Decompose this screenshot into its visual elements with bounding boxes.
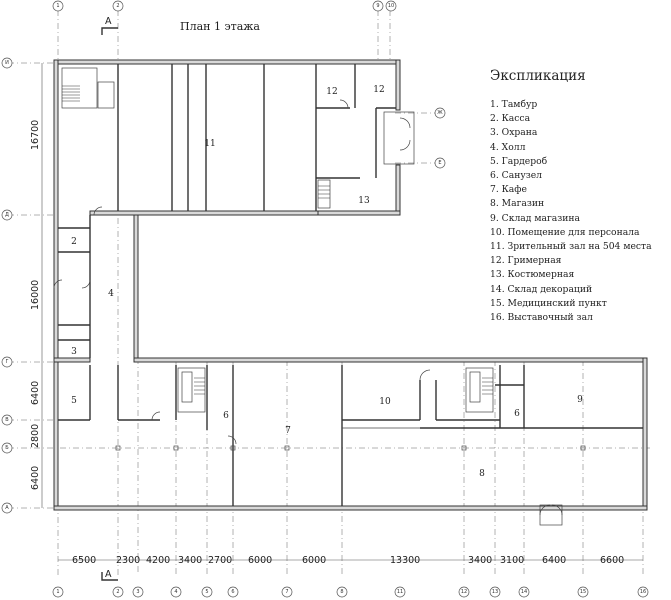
axis-bubbles-bottom xyxy=(53,587,648,597)
dimension-label: 2700 xyxy=(208,555,233,566)
dimension-label: 6400 xyxy=(30,380,41,405)
legend-item: 2. Касса xyxy=(490,113,531,125)
axis-bubbles-left xyxy=(2,58,12,513)
axis-bubble-label: 7 xyxy=(285,589,289,595)
dimension-label: 4200 xyxy=(146,555,171,566)
room-number: 10 xyxy=(379,397,391,407)
section-mark-bottom xyxy=(102,569,118,580)
legend-list xyxy=(490,98,652,325)
dimension-label: 3400 xyxy=(178,555,203,566)
dimensions-vertical xyxy=(30,120,41,490)
staircase-right xyxy=(466,368,493,412)
axis-bubble-label: А xyxy=(5,505,9,511)
dimension-label: 6400 xyxy=(30,465,41,490)
axis-bubbles-right xyxy=(435,108,445,168)
axis-bubble-label: 4 xyxy=(174,589,178,595)
staircase-top xyxy=(62,68,114,108)
section-mark-bottom-label: А xyxy=(105,569,112,580)
legend-item: 4. Холл xyxy=(490,141,526,153)
dimension-label: 6500 xyxy=(72,555,97,566)
axis-bubble-label: В xyxy=(5,417,9,423)
axis-bubble-label: 12 xyxy=(460,589,468,595)
legend-item: 14. Склад декораций xyxy=(490,283,593,295)
dimension-label: 16000 xyxy=(30,279,41,310)
dimension-label: 6400 xyxy=(542,555,567,566)
axis-bubble-label: 5 xyxy=(205,589,209,595)
legend-item: 8. Магазин xyxy=(490,198,545,210)
legend xyxy=(490,68,652,325)
axis-bubble-label: И xyxy=(5,60,9,66)
room-number: 13 xyxy=(358,196,370,206)
legend-item: 3. Охрана xyxy=(490,127,538,139)
axis-bubble-label: 1 xyxy=(56,589,60,595)
room-number: 4 xyxy=(108,289,114,299)
dimension-label: 2300 xyxy=(116,555,141,566)
section-mark-top-label: А xyxy=(105,16,112,27)
room-number: 5 xyxy=(71,396,77,406)
legend-item: 13. Костюмерная xyxy=(490,269,575,281)
axis-bubble-label: 16 xyxy=(639,589,647,595)
axis-bubble-label: Ж xyxy=(437,110,443,116)
axis-bubble-label: 10 xyxy=(387,3,395,9)
room-number: 6 xyxy=(514,409,520,419)
room-number: 12 xyxy=(326,87,338,97)
axis-bubble-label: 13 xyxy=(491,589,499,595)
legend-item: 11. Зрительный зал на 504 места xyxy=(490,241,652,253)
dimension-label: 6600 xyxy=(600,555,625,566)
axis-bubble-label: Б xyxy=(5,445,9,451)
axis-bubble-label: Е xyxy=(438,160,442,166)
legend-item: 7. Кафе xyxy=(490,184,527,196)
dimension-label: 6000 xyxy=(248,555,273,566)
room-number: 6 xyxy=(223,411,229,421)
legend-item: 6. Санузел xyxy=(490,170,543,182)
room-number: 7 xyxy=(285,426,291,436)
doors xyxy=(54,100,430,444)
legend-item: 9. Склад магазина xyxy=(490,212,580,224)
axis-bubble-label: 1 xyxy=(56,3,60,9)
dimension-label: 6000 xyxy=(302,555,327,566)
plan-title: План 1 этажа xyxy=(180,20,260,33)
dimension-label: 13300 xyxy=(390,555,421,566)
axis-bubble-label: 14 xyxy=(520,589,528,595)
room-number: 11 xyxy=(204,139,216,149)
room-number: 8 xyxy=(479,469,485,479)
legend-title: Экспликация xyxy=(490,68,586,84)
dimensions-horizontal xyxy=(72,555,624,566)
legend-item: 16. Выставочный зал xyxy=(490,312,593,324)
axis-bubble-label: 8 xyxy=(340,589,344,595)
room-number: 3 xyxy=(71,347,77,357)
dimension-label: 3100 xyxy=(500,555,525,566)
legend-item: 12. Гримерная xyxy=(490,255,562,267)
legend-item: 1. Тамбур xyxy=(490,99,538,110)
dimension-label: 16700 xyxy=(30,119,41,150)
axis-bubble-label: Д xyxy=(5,212,9,218)
axis-bubble-label: 3 xyxy=(136,589,140,595)
axis-bubble-label: 6 xyxy=(231,589,235,595)
dimension-label: 3400 xyxy=(468,555,493,566)
axis-bubble-label: 9 xyxy=(376,3,380,9)
dimension-label: 2800 xyxy=(30,423,41,448)
section-mark-top xyxy=(102,16,118,35)
axis-bubble-label: 2 xyxy=(116,589,120,595)
axis-bubble-label: 2 xyxy=(116,3,120,9)
room-number: 9 xyxy=(577,395,583,405)
legend-item: 10. Помещение для персонала xyxy=(490,226,640,238)
legend-item: 5. Гардероб xyxy=(490,155,548,167)
entrance-right xyxy=(384,112,414,164)
staircase-costume xyxy=(318,180,330,208)
room-number: 2 xyxy=(71,237,77,247)
axis-bubble-label: 15 xyxy=(579,589,587,595)
axis-bubble-label: Г xyxy=(5,359,9,365)
axis-bubble-label: 11 xyxy=(396,589,404,595)
room-number: 12 xyxy=(373,85,385,95)
axis-bubbles-top xyxy=(53,1,396,11)
staircase-left xyxy=(178,368,205,412)
legend-item: 15. Медицинский пункт xyxy=(490,297,607,309)
